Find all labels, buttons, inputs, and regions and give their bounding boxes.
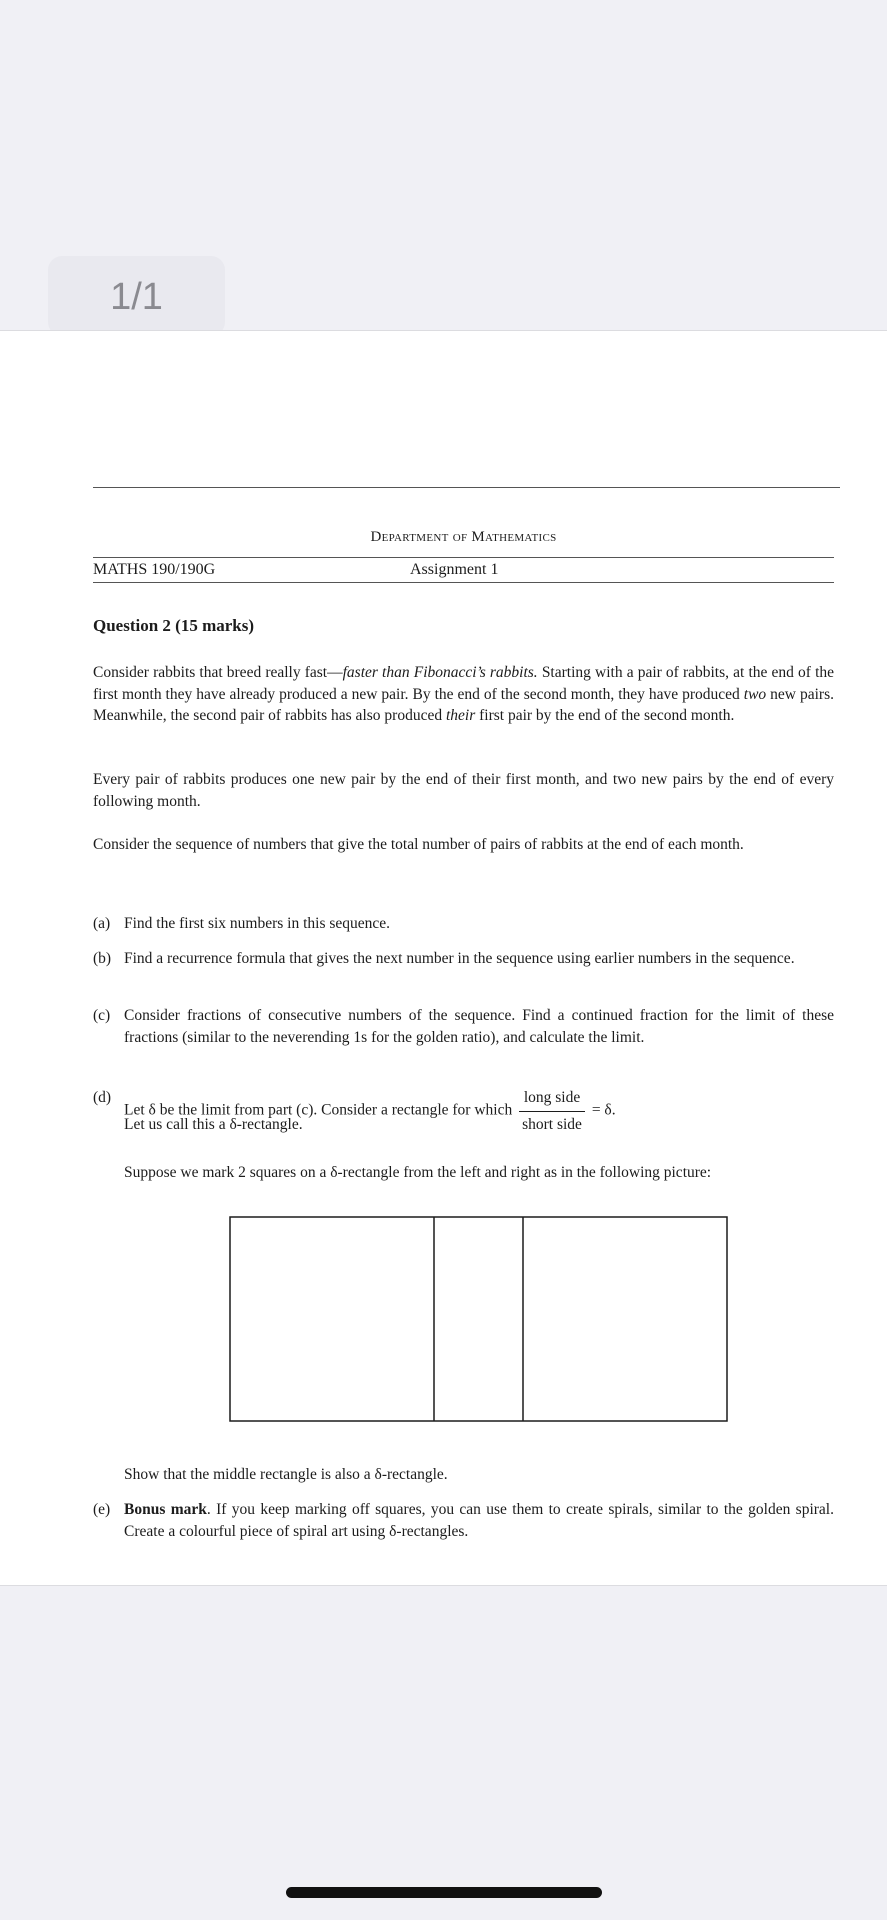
- part-e-label: (e): [93, 1501, 111, 1518]
- picture-intro-text: Suppose we mark 2 squares on a δ-rectangle from the left and right as in the following picture:: [124, 1164, 712, 1181]
- header-rule-top: [93, 557, 834, 558]
- home-indicator[interactable]: [286, 1887, 602, 1898]
- part-b-text: Find a recurrence formula that gives the next number in the sequence using earlier numbers in the sequence.: [124, 950, 795, 967]
- part-e: [93, 1499, 834, 1542]
- part-d-show: [93, 1464, 834, 1486]
- page-indicator-badge: [48, 256, 225, 336]
- bonus-mark-label: Bonus mark: [124, 1501, 207, 1518]
- part-c-label: (c): [93, 1007, 111, 1024]
- delta-rectangle-figure: [229, 1216, 728, 1422]
- intro-paragraph: Consider rabbits that breed really fast—faster than Fibonacci’s rabbits. Starting with a pair of rabbits, at the end of the first month they have already produced a new pair. By the end of the second month, they have produced two new pairs. Meanwhile, the second pair of rabbits has also produced their first pair by the end of the second month.: [93, 664, 834, 724]
- part-b: [93, 948, 834, 970]
- fraction-denominator: short side: [522, 1115, 582, 1133]
- show-text: Show that the middle rectangle is also a δ-rectangle.: [124, 1466, 448, 1483]
- part-d-label: (d): [93, 1089, 112, 1106]
- outer-rectangle: [230, 1217, 727, 1421]
- fraction-equals: = δ.: [591, 1101, 616, 1119]
- question-title: Question 2 (15 marks): [93, 616, 255, 635]
- part-c: [93, 1005, 834, 1048]
- document-page: [0, 330, 887, 1586]
- part-c-text: Consider fractions of consecutive numbers of the sequence. Find a continued fraction for the limit of these fractions (similar to the neverending 1s for the golden ratio), and calculate the limit.: [124, 1007, 834, 1046]
- page-indicator-text: 1/1: [110, 276, 163, 318]
- part-d-line1: Let δ be the limit from part (c). Consider a rectangle for which: [124, 1101, 513, 1119]
- part-a-label: (a): [93, 915, 111, 932]
- assignment-label: Assignment 1: [410, 561, 499, 578]
- part-d-line2: Let us call this a δ-rectangle.: [124, 1116, 303, 1133]
- part-a-text: Find the first six numbers in this sequence.: [124, 915, 391, 932]
- breeding-rule-paragraph: Every pair of rabbits produces one new pair by the end of their first month, and two new pairs by the end of every following month.: [93, 771, 834, 810]
- top-rule: [93, 487, 840, 488]
- part-d-continued: [93, 1114, 834, 1136]
- header-rule-bottom: [93, 582, 834, 583]
- part-d-picture-intro: [93, 1162, 834, 1184]
- part-e-text: Bonus mark. If you keep marking off squares, you can use them to create spirals, similar to the golden spiral. Create a colourful piece of spiral art using δ-rectangles.: [124, 1501, 834, 1540]
- fraction-numerator: long side: [519, 1087, 585, 1112]
- department-heading: Department of Mathematics: [370, 529, 557, 545]
- part-b-label: (b): [93, 950, 112, 967]
- sequence-paragraph: Consider the sequence of numbers that give the total number of pairs of rabbits at the end of each month.: [93, 836, 744, 853]
- part-a: [93, 913, 834, 935]
- course-code: MATHS 190/190G: [93, 561, 216, 578]
